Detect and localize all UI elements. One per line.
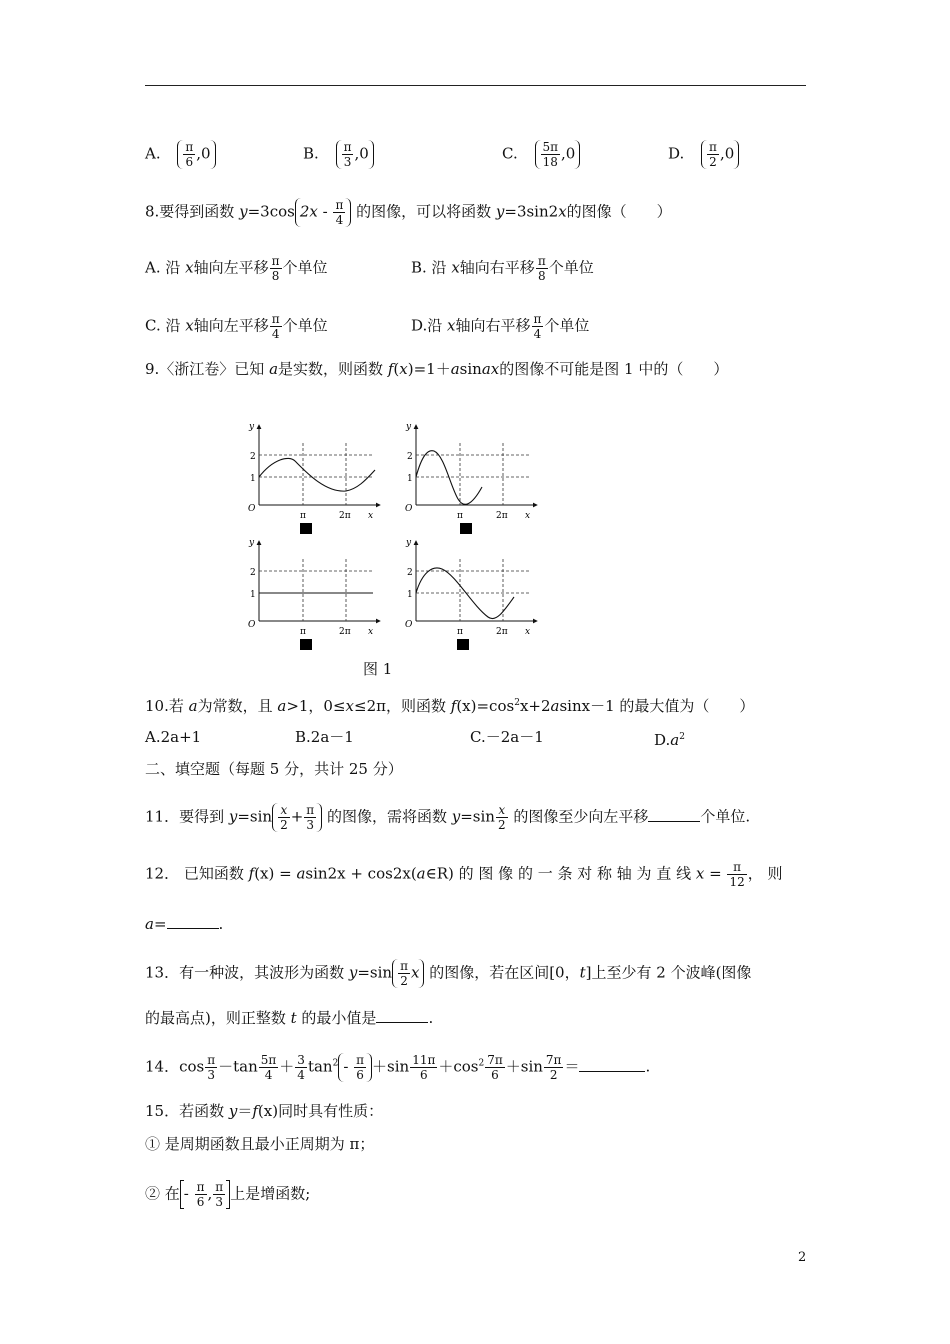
q10-option-c: C.－2a－1 — [470, 728, 544, 746]
q14-answer-blank[interactable] — [579, 1057, 645, 1072]
graph-d-x-label: x — [525, 627, 531, 637]
graph-c-y-label: y — [249, 538, 255, 548]
q11-answer-blank[interactable] — [648, 807, 700, 822]
graph-a — [248, 422, 380, 534]
q9-stem: 9.〈浙江卷〉已知 a是实数，则函数 f(x)=1＋asinax的图像不可能是图 1 中的（ ） — [145, 360, 729, 378]
graph-d-tick-2: 2 — [407, 568, 413, 578]
graph-a-marker — [300, 523, 312, 534]
graph-b — [405, 422, 537, 534]
graph-a-y-label: y — [249, 422, 255, 432]
q13-answer-blank[interactable] — [376, 1008, 428, 1023]
graph-c-x-label: x — [368, 627, 374, 637]
graph-d-origin: O — [405, 620, 413, 630]
q13-line2: 的最高点)，则正整数 t 的最小值是 . — [145, 1009, 434, 1027]
page-number: 2 — [798, 1250, 807, 1265]
q7-option-c: C. $\frac{5\pi}{18}$ ,0 — [502, 140, 580, 169]
graph-b-tick-pi: π — [457, 511, 463, 521]
section-2-heading: 二、填空题（每题 5 分，共计 25 分） — [145, 760, 403, 778]
graph-c-tick-2: 2 — [250, 568, 256, 578]
q8-option-d: D.沿 x轴向右平移 $\frac{\pi}{4}$ 个单位 — [411, 312, 590, 341]
q14-expression: 14．cos $\frac{\pi}{3}$ －tan $\frac{5\pi}{4}$ ＋ $\frac{3}{4}$ $\tan^2$ - $\frac{\pi}{6}$ ＋sin $\frac{11\pi}{6}$ $+\cos^2$ $\frac{7\pi}{6}$ ＋sin $\frac{7\pi}{2}$ ＝ . — [145, 1053, 651, 1082]
q11-stem: 11．要得到 y=sin $\frac{x}{2}$ + $\frac{\pi}{3}$ 的图像，需将函数 y=sin $\frac{x}{2}$ 的图像至少向左平移 个单位. — [145, 803, 751, 832]
graph-d-tick-2pi: 2π — [496, 627, 508, 637]
graph-c — [248, 538, 380, 650]
graph-b-origin: O — [405, 504, 413, 514]
graph-c-tick-pi: π — [300, 627, 306, 637]
q8-stem: 8.要得到函数 y=3cos 2x - $\frac{\pi}{4}$ 的图像，可以将函数 y=3sin2x的图像（ ） — [145, 198, 672, 227]
q7-option-d: D. $\frac{\pi}{2}$ ,0 — [668, 140, 739, 169]
graph-d-tick-1: 1 — [407, 590, 413, 600]
graph-b-tick-2: 2 — [407, 452, 413, 462]
figure-1-graphs — [235, 415, 555, 655]
q12-line2: a= . — [145, 915, 224, 933]
graph-c-marker — [300, 639, 312, 650]
graph-b-x-label: x — [525, 511, 531, 521]
graph-a-x-label: x — [368, 511, 374, 521]
graph-d-tick-pi: π — [457, 627, 463, 637]
graph-a-tick-2pi: 2π — [339, 511, 351, 521]
graph-c-tick-2pi: 2π — [339, 627, 351, 637]
q10-stem: 10.若 a为常数，且 a>1，0≤x≤2π，则函数 $f(x)=\cos^2x+2asinx-1$ 的最大值为（ ） — [145, 697, 755, 715]
q15-property-1: ① 是周期函数且最小正周期为 π； — [145, 1135, 375, 1153]
header-rule — [145, 85, 806, 86]
q10-option-b: B.2a－1 — [295, 728, 354, 746]
graph-b-marker — [460, 523, 472, 534]
q8-option-c: C. 沿 x轴向左平移 $\frac{\pi}{4}$ 个单位 — [145, 312, 328, 341]
graph-c-tick-1: 1 — [250, 590, 256, 600]
graph-c-origin: O — [248, 620, 256, 630]
q8-option-b: B. 沿 x轴向右平移 $\frac{\pi}{8}$ 个单位 — [411, 254, 594, 283]
q12-stem: 12． 已知函数 f(x) = asin2x + cos2x(a∈R) 的 图 像 的 一 条 对 称 轴 为 直 线 x = $\frac{\pi}{12}$ ， 则 — [145, 860, 783, 889]
q8-option-a: A. 沿 x轴向左平移 $\frac{\pi}{8}$ 个单位 — [145, 254, 328, 283]
graph-d-marker — [457, 639, 469, 650]
graph-d-y-label: y — [406, 538, 412, 548]
q10-option-a: A.2a+1 — [145, 728, 202, 746]
q15-property-2: ② 在 - $\frac{\pi}{6}$ , $\frac{\pi}{3}$ 上是增函数; — [145, 1180, 311, 1209]
graph-b-y-label: y — [406, 422, 412, 432]
graph-a-origin: O — [248, 504, 256, 514]
graph-a-tick-2: 2 — [250, 452, 256, 462]
q12-answer-blank[interactable] — [167, 914, 219, 929]
q10-option-d: $D.a^2$ — [654, 731, 685, 749]
q15-stem: 15．若函数 y＝f(x)同时具有性质： — [145, 1102, 384, 1120]
graph-d — [405, 538, 537, 650]
graph-a-tick-pi: π — [300, 511, 306, 521]
q13-stem: 13．有一种波，其波形为函数 y=sin $\frac{\pi}{2}$ x 的图像，若在区间[0，t]上至少有 2 个波峰(图像 — [145, 959, 752, 988]
figure-caption: 图 1 — [363, 660, 393, 678]
q7-option-a: A. $\frac{\pi}{6}$ ,0 — [145, 140, 216, 169]
graph-b-tick-1: 1 — [407, 474, 413, 484]
q7-option-b: B. $\frac{\pi}{3}$ ,0 — [303, 140, 374, 169]
graph-b-tick-2pi: 2π — [496, 511, 508, 521]
graph-a-tick-1: 1 — [250, 474, 256, 484]
